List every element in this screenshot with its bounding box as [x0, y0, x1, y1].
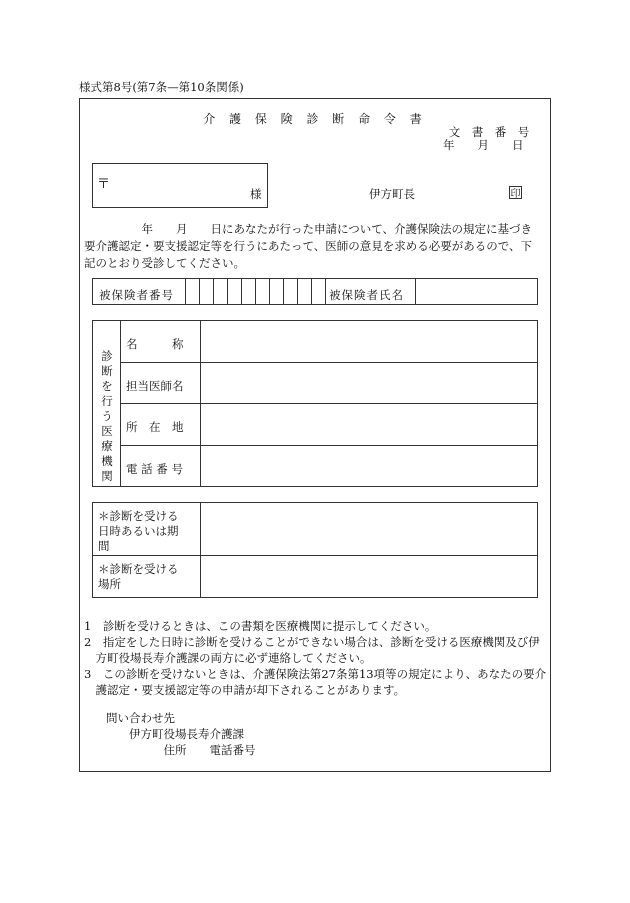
form-label: 様式第8号(第7条—第10条関係) — [79, 80, 244, 94]
intro-line: 要介護認定・要支援認定等を行うにあたって、医師の意見を求める必要があるので、下 — [84, 239, 533, 253]
exam-place-label: ＊診断を受ける 場所 — [98, 562, 179, 591]
medical-institution-table — [92, 320, 538, 487]
issuer-name: 伊方町長 — [369, 187, 415, 201]
issue-date-line: 年 月 日 — [443, 138, 524, 152]
note-line: 3 この診断を受けないときは、介護保険法第27条第13項等の規定により、あなたの要介 — [84, 667, 547, 681]
note-line: 護認定・要支援認定等の申請が却下されることがあります。 — [84, 683, 406, 697]
contact-address-phone: 住所 電話番号 — [106, 743, 256, 757]
insured-number-field[interactable] — [185, 279, 325, 304]
institution-address-label: 所 在 地 — [126, 420, 184, 434]
intro-line: 年 月 日にあなたが行った申請について、介護保険法の規定に基づき — [84, 222, 533, 236]
contact-department: 伊方町役場長寿介護課 — [106, 727, 244, 741]
doctor-name-field[interactable] — [201, 363, 537, 403]
medical-institution-group-label: 診断を行う医療機関 — [101, 349, 113, 483]
seal-stamp: 印 — [509, 186, 522, 199]
postal-mark: 〒 — [97, 177, 111, 192]
notes-section — [84, 618, 546, 698]
exam-place-field[interactable] — [201, 556, 537, 597]
contact-heading: 問い合わせ先 — [106, 711, 175, 725]
exam-datetime-field[interactable] — [201, 503, 537, 555]
institution-phone-field[interactable] — [201, 446, 537, 487]
note-line: 1 診断を受けるときは、この書類を医療機関に提示してください。 — [84, 619, 437, 633]
insured-name-field[interactable] — [416, 279, 537, 304]
insured-person-table — [92, 278, 538, 305]
note-line: 方町役場長寿介護課の両方に必ず連絡してください。 — [84, 651, 372, 665]
recipient-address-box — [92, 163, 268, 208]
institution-name-label: 名 称 — [126, 337, 184, 351]
contact-info — [106, 710, 256, 758]
institution-name-field[interactable] — [201, 321, 537, 362]
examination-details-table — [92, 502, 538, 598]
document-title: 介 護 保 険 診 断 命 令 書 — [203, 112, 427, 126]
insured-number-label: 被保険者番号 — [99, 288, 174, 302]
exam-datetime-label: ＊診断を受ける 日時あるいは期 間 — [98, 509, 179, 553]
document-number-label: 文 書 番 号 — [448, 125, 530, 139]
intro-paragraph — [84, 221, 550, 272]
doctor-name-label: 担当医師名 — [126, 379, 184, 393]
note-line: 2 指定をした日時に診断を受けることができない場合は、診断を受ける医療機関及び伊 — [84, 635, 540, 649]
institution-phone-label: 電 話 番 号 — [126, 462, 183, 476]
institution-address-field[interactable] — [201, 404, 537, 445]
insured-name-label: 被保険者氏名 — [329, 288, 404, 302]
intro-line: 記のとおり受診してください。 — [84, 256, 245, 270]
honorific-sama: 様 — [250, 187, 262, 201]
